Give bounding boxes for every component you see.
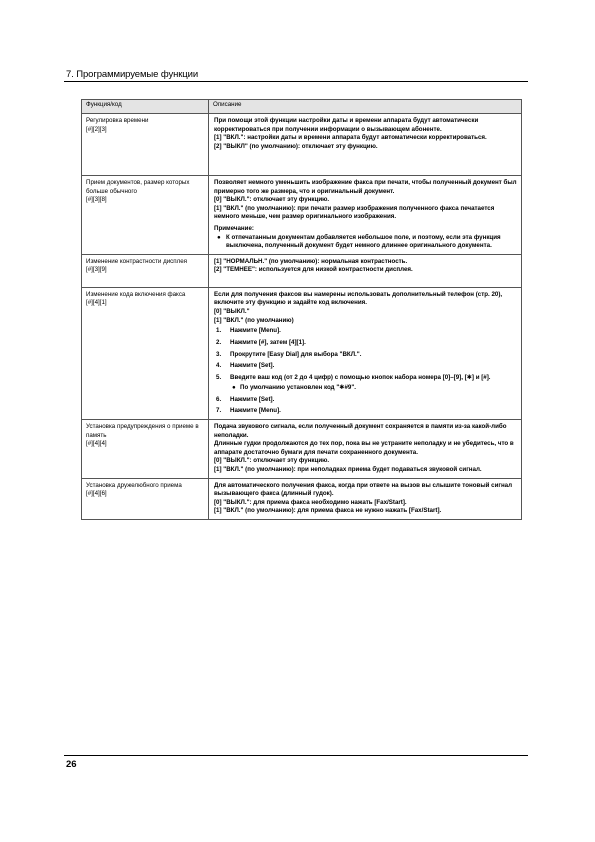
description-cell — [209, 254, 522, 287]
function-cell — [82, 176, 209, 255]
step-number: 7. — [216, 407, 222, 415]
option-text: [1] "ВКЛ." (по умолчанию) — [214, 316, 294, 324]
function-cell — [82, 114, 209, 176]
page-number: 26 — [66, 759, 77, 770]
step-text: Введите ваш код (от 2 до 4 цифр) с помощью кнопок набора номера [0]–[9], [✱] и [#]. — [230, 374, 491, 382]
function-code: [#][3][8] — [86, 196, 107, 204]
description-text: Позволяет немного уменьшить изображение факса при печати, чтобы полученный документ был примерно того же размера, что и оригинальный документ. — [214, 179, 517, 195]
table-row — [82, 254, 522, 287]
function-name: Регулировка времени — [86, 117, 149, 124]
option-text: [1] "ВКЛ.": настройки даты и времени аппарата будут автоматически корректироваться. — [214, 134, 487, 142]
description-cell — [209, 287, 522, 419]
note-text: К отпечатанным документам добавляется небольшое поле, и поэтому, если эта функция выключена, полученный документ будет немного длиннее оригинального документа. — [226, 233, 501, 250]
description-text: Для автоматического получения факса, когда при ответе на вызов вы слышите тоновый сигнал вызывающего факса (длинный гудок). — [214, 481, 513, 498]
bullet-icon: ● — [217, 233, 221, 241]
option-text: [1] "ВКЛ." (по умолчанию): для приема факса не нужно нажать [Fax/Start]. — [214, 507, 442, 515]
step-item — [214, 374, 517, 392]
description-text: Подача звукового сигнала, если полученный документ сохраняется в памяти из-за какой-либо неполадки. — [214, 423, 507, 439]
description-cell — [209, 114, 522, 176]
function-cell — [82, 287, 209, 419]
step-number: 2. — [216, 338, 222, 346]
functions-table — [81, 99, 522, 520]
option-text: [0] "ВЫКЛ.": отключает эту функцию. — [214, 196, 330, 204]
table-row — [82, 287, 522, 419]
header-divider — [64, 81, 528, 82]
function-name: Прием документов, размер которых больше обычного — [86, 179, 190, 195]
step-number: 1. — [216, 327, 222, 335]
table-row — [82, 478, 522, 519]
function-name: Изменение контрастности дисплея — [86, 257, 188, 265]
function-code: [#][3][9] — [86, 266, 107, 274]
step-subnote — [230, 384, 517, 393]
footer-divider — [64, 755, 528, 756]
description-text: Если для получения факсов вы намерены использовать дополнительный телефон (стр. 20), включите эту функцию и задайте код включения. — [214, 290, 503, 307]
bullet-icon: ● — [232, 383, 236, 391]
column-header-function: Функция/код — [82, 100, 209, 114]
option-text: [2] "ВЫКЛ" (по умолчанию): отключает эту функцию. — [214, 142, 378, 150]
function-cell — [82, 478, 209, 519]
subnote-text: По умолчанию установлен код "✱#9". — [240, 383, 356, 391]
option-text: [1] "ВКЛ." (по умолчанию): при печати размер изображения полученного факса печатается немного меньше, чем размер оригинального изображения. — [214, 204, 495, 221]
function-name: Установка дружелюбного приема — [86, 481, 182, 489]
step-number: 5. — [216, 374, 222, 382]
function-cell — [82, 254, 209, 287]
note-item — [214, 234, 517, 251]
step-item — [214, 407, 517, 416]
option-text: [1] "ВКЛ." (по умолчанию): при неполадках приема будет подаваться звуковой сигнал. — [214, 465, 482, 473]
description-cell — [209, 478, 522, 519]
step-text: Нажмите [#], затем [4][1]. — [230, 338, 306, 346]
step-number: 3. — [216, 350, 222, 358]
function-cell — [82, 420, 209, 479]
description-cell — [209, 176, 522, 255]
function-code: [#][4][4] — [86, 440, 107, 448]
table-row — [82, 420, 522, 479]
table-row — [82, 114, 522, 176]
description-cell — [209, 420, 522, 479]
description-text: При помощи этой функции настройки даты и времени аппарата будут автоматически корректироваться при получении информации о вызывающем абоненте. — [214, 117, 479, 133]
step-number: 6. — [216, 395, 222, 403]
step-text: Нажмите [Menu]. — [230, 327, 281, 335]
step-item — [214, 351, 517, 360]
function-code: [#][4][6] — [86, 490, 107, 498]
function-name: Установка предупреждения о приеме в память — [86, 423, 199, 439]
step-item — [214, 396, 517, 405]
step-text: Нажмите [Set]. — [230, 395, 275, 403]
table-header-row — [82, 100, 522, 114]
option-text: [1] "НОРМАЛЬН." (по умолчанию): нормальная контрастность. — [214, 257, 408, 265]
step-text: Нажмите [Menu]. — [230, 407, 281, 415]
option-text: [0] "ВЫКЛ.": для приема факса необходимо нажать [Fax/Start]. — [214, 498, 407, 506]
function-name: Изменение кода включения факса — [86, 290, 186, 298]
description-text: Длинные гудки продолжаются до тех пор, пока вы не устраните неполадку и не убедитесь, что в аппарате достаточно бумаги для печати сохраненного документа. — [214, 440, 514, 456]
step-item — [214, 327, 517, 336]
function-code: [#][2][3] — [86, 125, 107, 133]
note-title: Примечание: — [214, 224, 254, 232]
step-number: 4. — [216, 362, 222, 370]
step-text: Нажмите [Set]. — [230, 362, 275, 370]
step-text: Прокрутите [Easy Dial] для выбора "ВКЛ.". — [230, 350, 362, 358]
option-text: [0] "ВЫКЛ." — [214, 307, 250, 315]
function-code: [#][4][1] — [86, 299, 107, 307]
table-row — [82, 176, 522, 255]
column-header-description: Описание — [209, 100, 522, 114]
step-item — [214, 339, 517, 348]
step-item — [214, 362, 517, 371]
section-title: 7. Программируемые функции — [66, 69, 199, 80]
option-text: [0] "ВЫКЛ.": отключает эту функцию. — [214, 457, 330, 465]
steps-list — [214, 327, 517, 416]
option-text: [2] "ТЕМНЕЕ": используется для низкой контрастности дисплея. — [214, 266, 413, 274]
